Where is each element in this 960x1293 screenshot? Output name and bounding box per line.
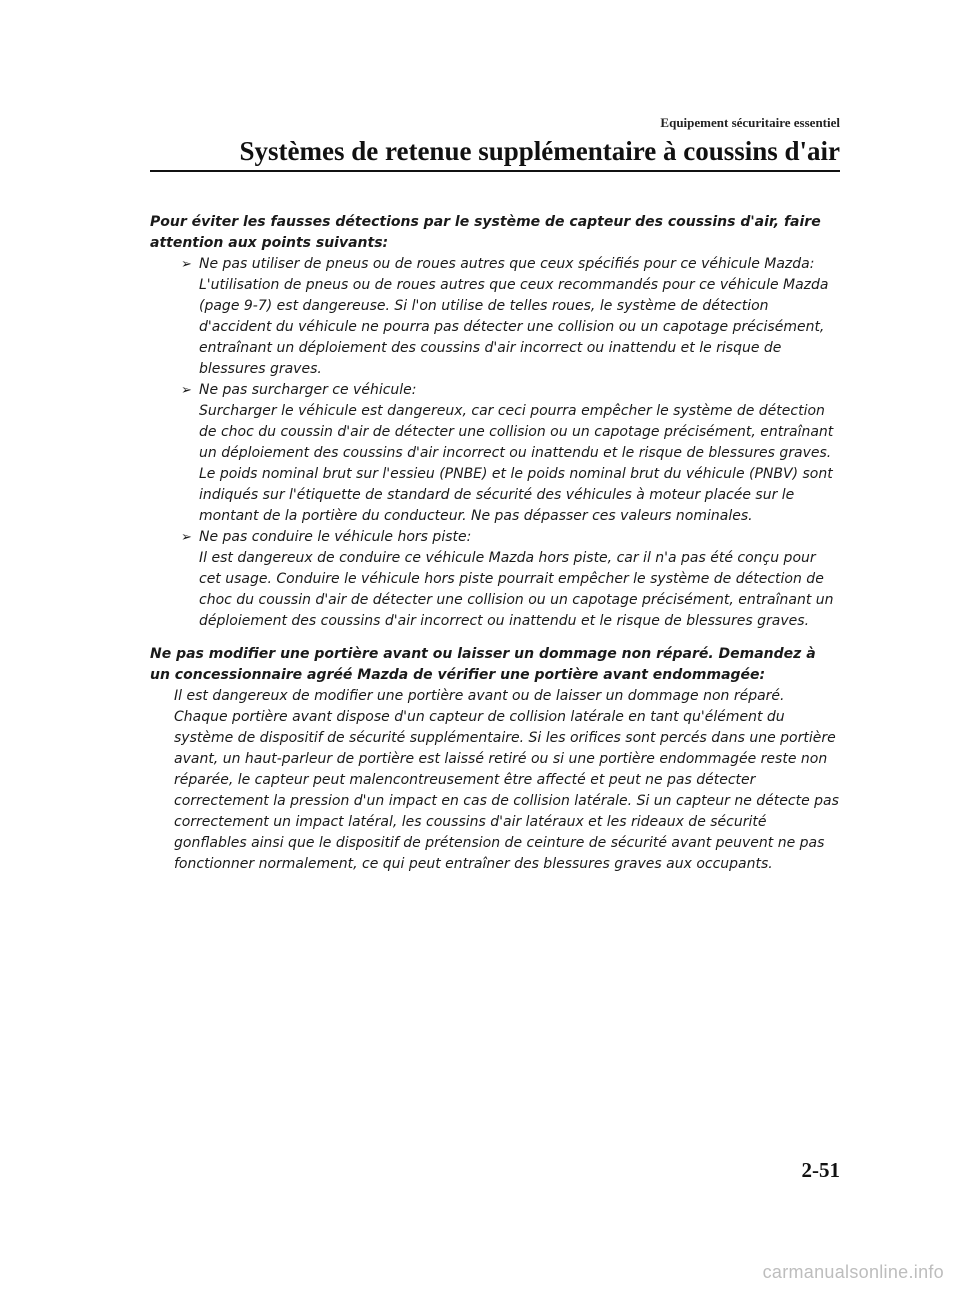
- warning-heading: Pour éviter les fausses détections par le système de capteur des coussins d'air, faire attention aux points suivants:: [150, 214, 821, 251]
- bullet-body: L'utilisation de pneus ou de roues autres que ceux recommandés pour ce véhicule Mazda (page 9-7) est dangereuse. Si l'on utilise de telles roues, le système de détection d'accident du véhicule ne pourra pas détecter une collision ou un capotage précisément, entraînant un déploiement des coussins d'air incorrect ou inattendu et le risque de blessures graves.: [199, 277, 829, 377]
- bullet-item-overload: [181, 380, 840, 527]
- warning-section-false-detection: [150, 212, 840, 632]
- bullet-title: Ne pas utiliser de pneus ou de roues autres que ceux spécifiés pour ce véhicule Mazda:: [199, 256, 815, 272]
- page-number: 2-51: [801, 1158, 840, 1182]
- chapter-title: Systèmes de retenue supplémentaire à coussins d'air: [239, 136, 840, 166]
- arrow-bullet-icon: ➢: [181, 257, 192, 272]
- warning-heading: Ne pas modifier une portière avant ou laisser un dommage non réparé. Demandez à un concessionnaire agréé Mazda de vérifier une portière avant endommagée:: [150, 646, 816, 683]
- arrow-bullet-icon: ➢: [181, 383, 192, 398]
- warning-section-front-door: [150, 644, 840, 875]
- bullet-title: Ne pas conduire le véhicule hors piste:: [199, 529, 472, 545]
- warning-bullet-list: [150, 254, 840, 632]
- warning-body: Il est dangereux de modifier une portière avant ou de laisser un dommage non réparé. Chaque portière avant dispose d'un capteur de collision latérale en tant qu'élément du système de dispositif de sécurité supplémentaire. Si les orifices sont percés dans une portière avant, un haut-parleur de portière est laissé retiré ou si une portière endommagée reste non réparée, le capteur peut malencontreusement être affecté et peut ne pas détecter correctement la pression d'un impact en cas de collision latérale. Si un capteur ne détecte pas correctement un impact latéral, les coussins d'air latéraux et les rideaux de sécurité gonflables ainsi que le dispositif de prétension de ceinture de sécurité avant peuvent ne pas fonctionner normalement, ce qui peut entraîner des blessures graves aux occupants.: [174, 688, 839, 872]
- header-divider: [150, 170, 840, 172]
- bullet-body: Il est dangereux de conduire ce véhicule Mazda hors piste, car il n'a pas été conçu pour cet usage. Conduire le véhicule hors piste pourrait empêcher le système de détection de choc du coussin d'air de détecter une collision ou un capotage précisément, entraînant un déploiement des coussins d'air incorrect ou inattendu et le risque de blessures graves.: [199, 550, 834, 629]
- bullet-title: Ne pas surcharger ce véhicule:: [199, 382, 417, 398]
- main-content: [150, 212, 840, 875]
- bullet-item-offroad: [181, 527, 840, 632]
- bullet-item-tires: [181, 254, 840, 380]
- watermark-text: carmanualsonline.info: [762, 1262, 944, 1282]
- bullet-body: Surcharger le véhicule est dangereux, car ceci pourra empêcher le système de détection de choc du coussin d'air de détecter une collision ou un capotage précisément, entraînant un déploiement des coussins d'air incorrect ou inattendu et le risque de blessures graves. Le poids nominal brut sur l'essieu (PNBE) et le poids nominal brut du véhicule (PNBV) sont indiqués sur l'étiquette de standard de sécurité des véhicules à moteur placée sur le montant de la portière du conducteur. Ne pas dépasser ces valeurs nominales.: [199, 403, 834, 524]
- page-header: [150, 115, 840, 167]
- section-label: Equipement sécuritaire essentiel: [660, 115, 840, 130]
- arrow-bullet-icon: ➢: [181, 530, 192, 545]
